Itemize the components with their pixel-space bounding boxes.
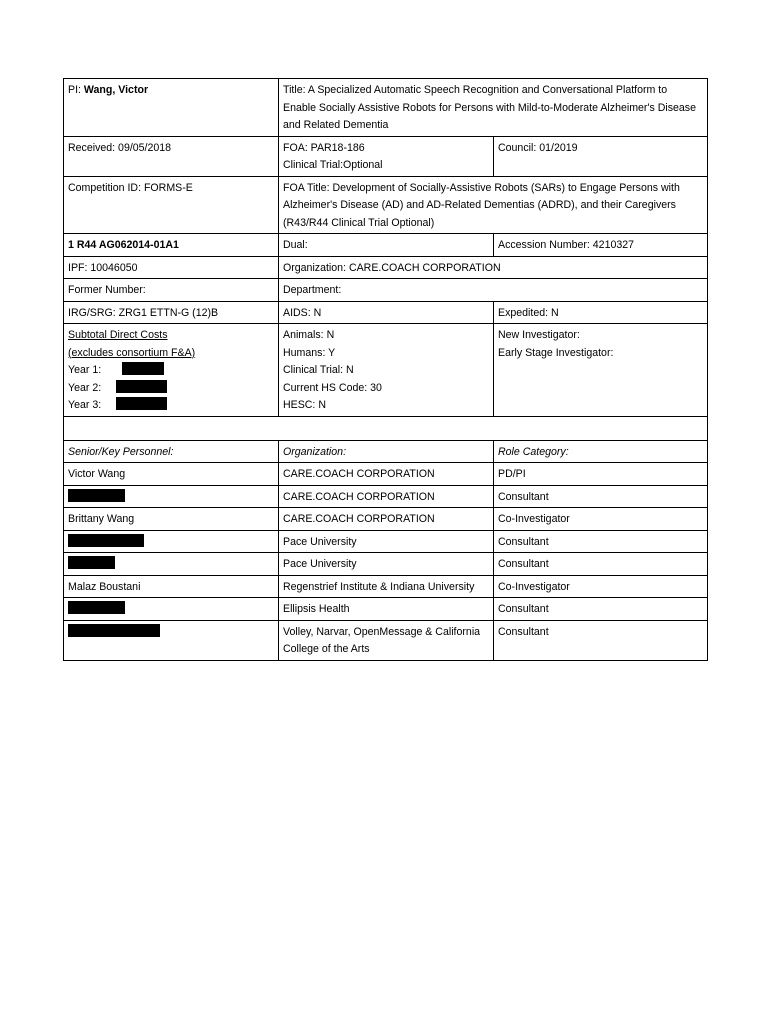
pi-name: Wang, Victor [83,84,149,96]
personnel-name [64,598,279,621]
personnel-role: Consultant [494,530,708,553]
personnel-name: Victor Wang [64,463,279,486]
personnel-role: Consultant [494,485,708,508]
dual: Dual: [279,234,494,257]
personnel-role: Co-Investigator [494,508,708,531]
personnel-role: Consultant [494,598,708,621]
grant-number: 1 R44 AG062014-01A1 [64,234,279,257]
competition-id: Competition ID: FORMS-E [64,176,279,234]
redaction-bar [116,380,167,393]
hesc: HESC: N [283,399,326,411]
ipf: IPF: 10046050 [64,256,279,279]
personnel-name [64,620,279,660]
council-date: Council: 01/2019 [494,136,708,176]
received-date: Received: 09/05/2018 [64,136,279,176]
personnel-role: Consultant [494,553,708,576]
redaction-bar [68,556,115,569]
personnel-org: CARE.COACH CORPORATION [279,463,494,486]
table-row [64,136,708,176]
foa-number: FOA: PAR18-186 [283,141,365,154]
personnel-name [64,485,279,508]
table-row [64,301,708,324]
personnel-role: Co-Investigator [494,575,708,598]
humans: Humans: Y [283,346,336,359]
table-row [64,234,708,257]
investigator-cell [494,324,708,417]
table-row [64,79,708,137]
table-row [64,575,708,598]
organization: Organization: CARE.COACH CORPORATION [279,256,708,279]
personnel-org: Ellipsis Health [279,598,494,621]
costs-cell [64,324,279,417]
table-row [64,176,708,234]
redaction-bar [122,362,164,375]
personnel-org: Regenstrief Institute & Indiana University [279,575,494,598]
year-2 [68,380,274,398]
subtotal-direct-costs: Subtotal Direct Costs [68,329,168,341]
personnel-role: Consultant [494,620,708,660]
foa-cell [279,136,494,176]
flags-cell [279,324,494,417]
irg-srg: IRG/SRG: ZRG1 ETTN-G (12)B [64,301,279,324]
aids: AIDS: N [279,301,494,324]
personnel-header-name: Senior/Key Personnel: [64,440,279,463]
redaction-bar [68,624,160,637]
year-3 [68,397,274,415]
year-1-label: Year 1: [68,364,102,376]
table-row [64,530,708,553]
table-row [64,598,708,621]
personnel-header-role: Role Category: [494,440,708,463]
foa-title: FOA Title: Development of Socially-Assistive Robots (SARs) to Engage Persons with Alzheimer's Disease (AD) and AD-Related Dementias (ADRD), and their Caregivers (R43/R44 Clinical Trial Optional) [279,176,708,234]
personnel-org: Pace University [279,553,494,576]
clinical-trial-optional: Clinical Trial:Optional [283,159,383,171]
year-1 [68,362,274,380]
table-row [64,485,708,508]
personnel-header-row [64,440,708,463]
accession-number: Accession Number: 4210327 [494,234,708,257]
former-number: Former Number: [64,279,279,302]
personnel-org: CARE.COACH CORPORATION [279,508,494,531]
excludes-consortium: (excludes consortium F&A) [68,346,196,359]
pi-cell [64,79,279,137]
project-title: Title: A Specialized Automatic Speech Recognition and Conversational Platform to Enable Socially Assistive Robots for Persons with Mild-to-Moderate Alzheimer's Disease and Related Dementia [279,79,708,137]
table-row [64,256,708,279]
personnel-org: CARE.COACH CORPORATION [279,485,494,508]
pi-label: PI: [68,84,81,96]
department: Department: [279,279,708,302]
spacer-cell [64,416,708,440]
personnel-header-org: Organization: [279,440,494,463]
table-row [64,508,708,531]
personnel-role: PD/PI [494,463,708,486]
personnel-org: Pace University [279,530,494,553]
redaction-bar [68,601,125,614]
early-stage-investigator: Early Stage Investigator: [498,346,614,359]
table-row [64,324,708,417]
personnel-name: Brittany Wang [64,508,279,531]
hs-code: Current HS Code: 30 [283,381,382,394]
personnel-org: Volley, Narvar, OpenMessage & California College of the Arts [279,620,494,660]
redaction-bar [68,489,125,502]
redaction-bar [68,534,144,547]
personnel-name: Malaz Boustani [64,575,279,598]
animals: Animals: N [283,329,335,341]
table-row [64,620,708,660]
new-investigator: New Investigator: [498,329,580,341]
clinical-trial: Clinical Trial: N [283,364,354,376]
table-row [64,463,708,486]
table-row [64,279,708,302]
table-row [64,553,708,576]
spacer-row [64,416,708,440]
redaction-bar [116,397,167,410]
grant-summary-table [63,78,708,661]
personnel-name [64,553,279,576]
personnel-name [64,530,279,553]
year-2-label: Year 2: [68,381,102,394]
year-3-label: Year 3: [68,399,102,411]
expedited: Expedited: N [494,301,708,324]
